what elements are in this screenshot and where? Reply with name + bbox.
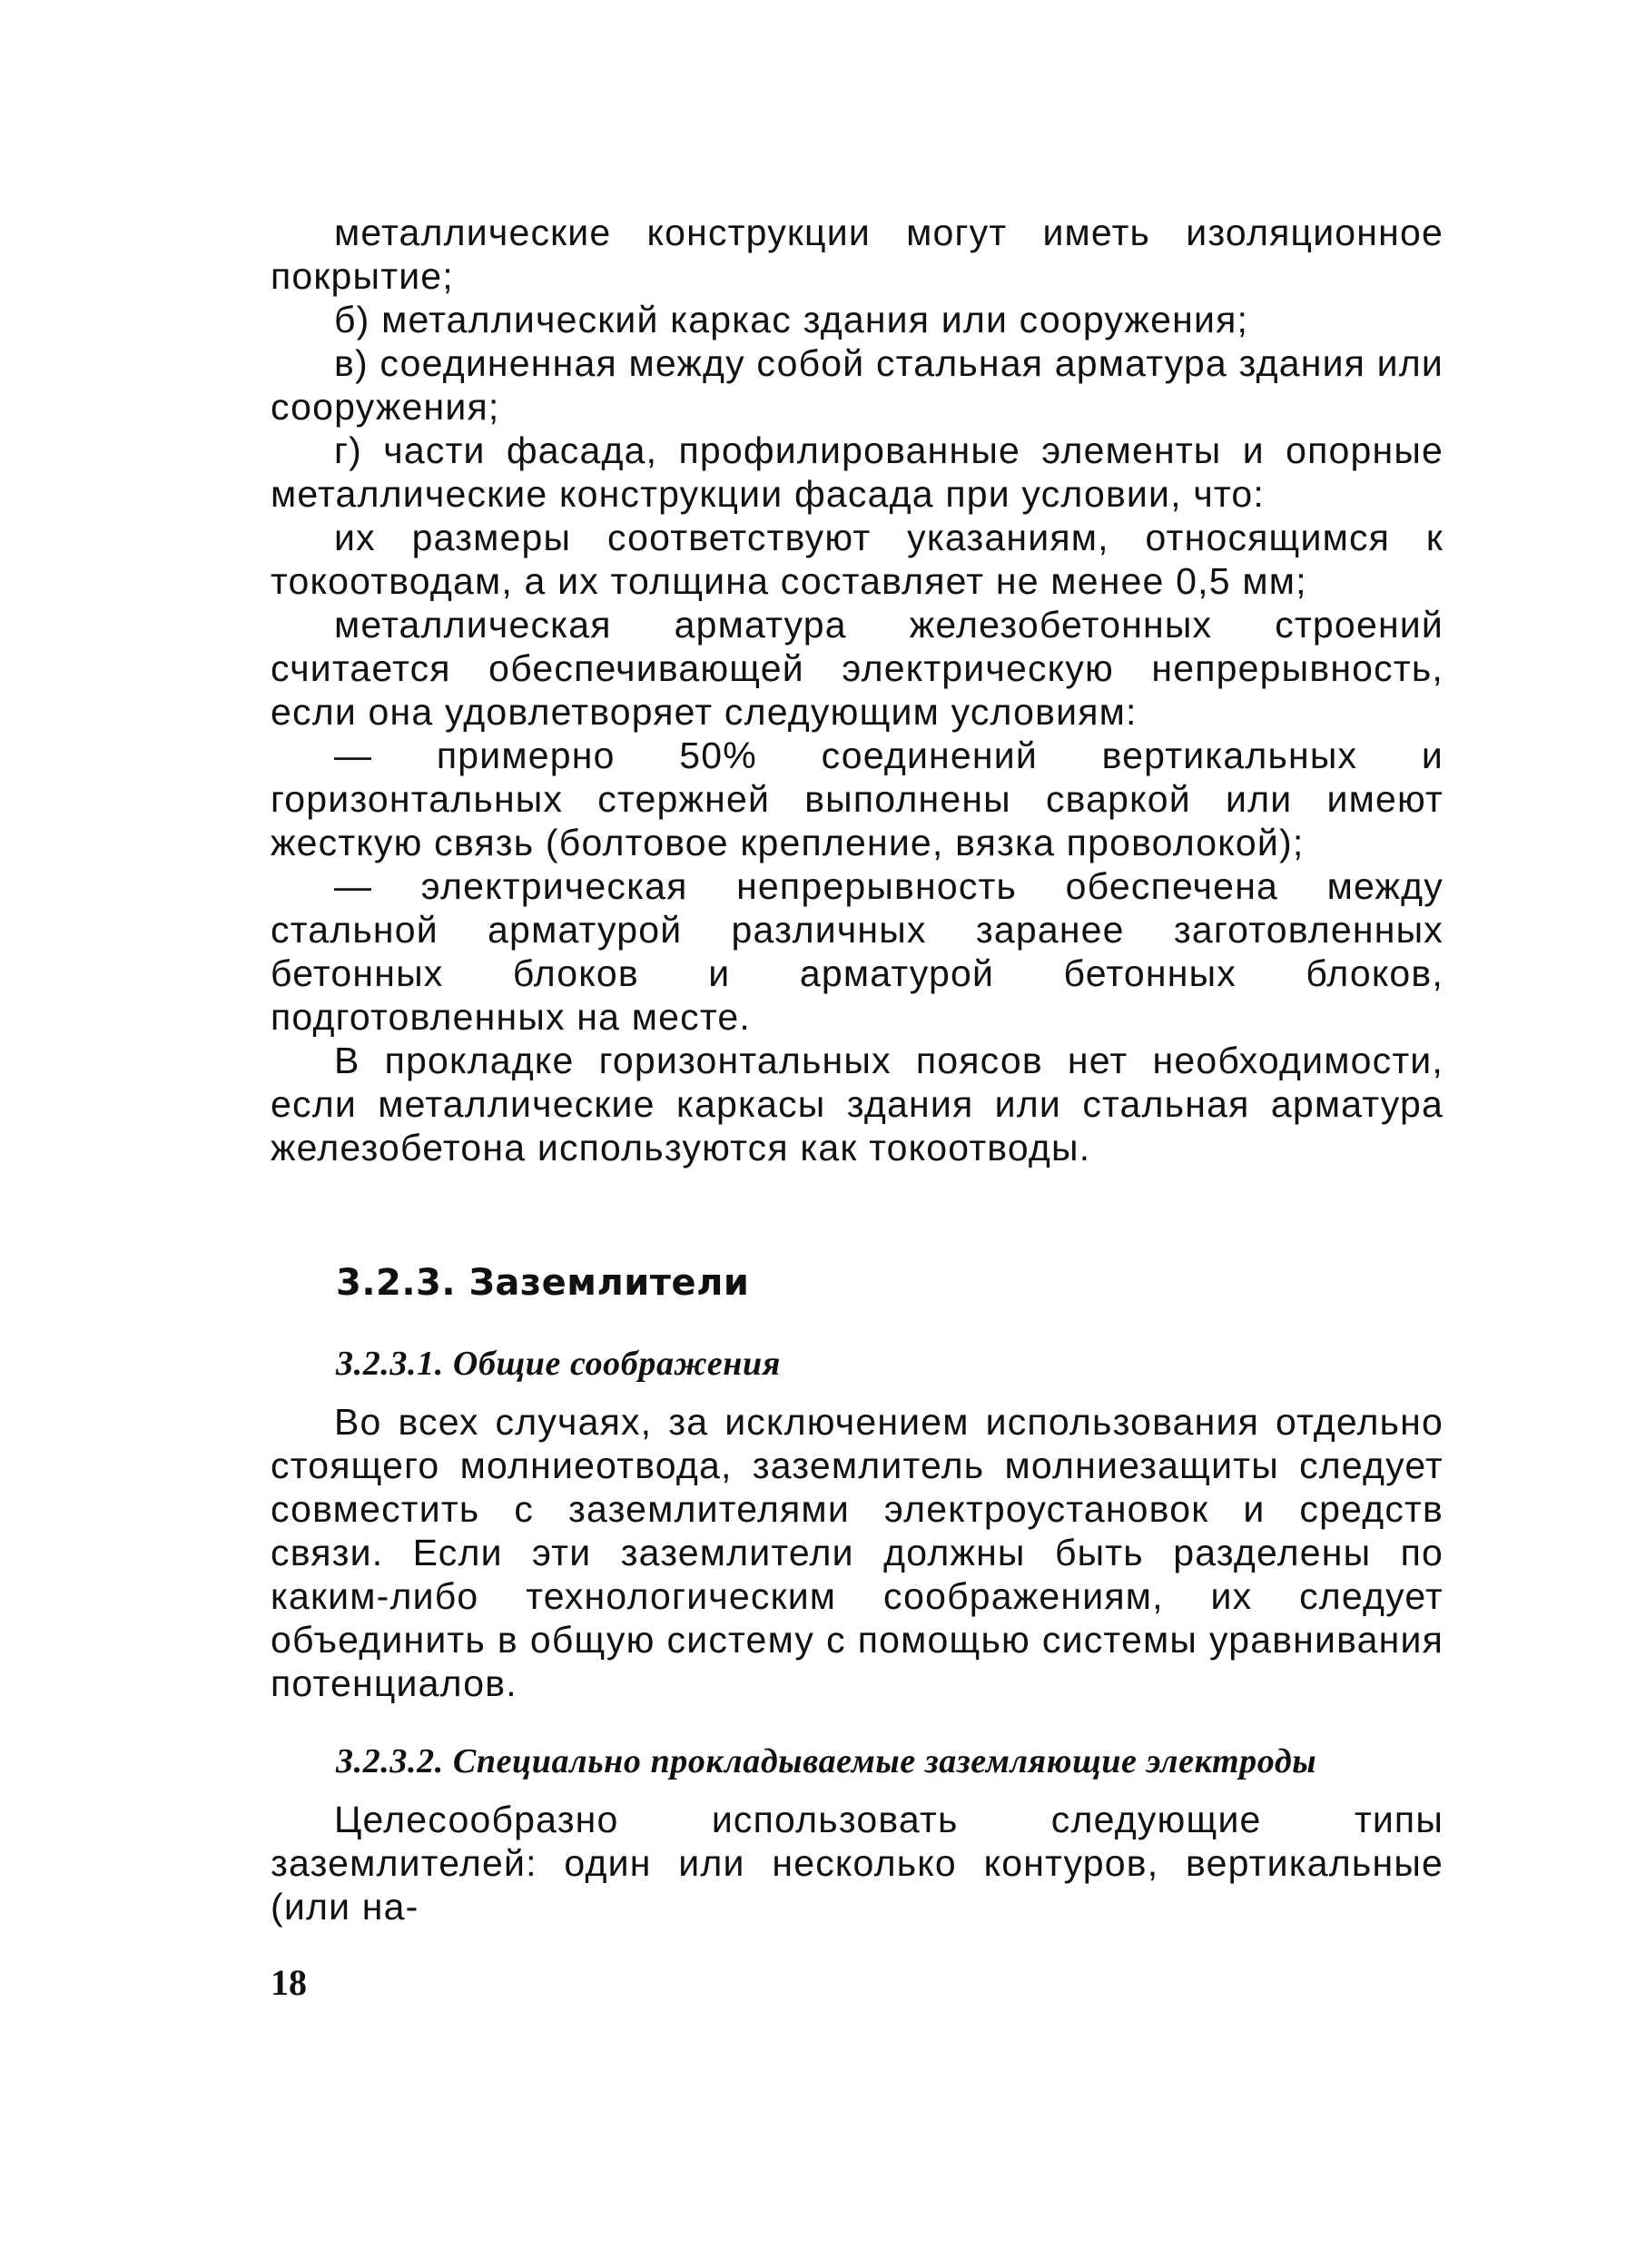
top-text-block — [271, 211, 1444, 1169]
subsection-general — [271, 1344, 1444, 1705]
section-heading: 3.2.3. Заземлители — [336, 1262, 750, 1304]
paragraph-dash-welding: — примерно 50% соединений вертикальных и горизонтальных стержней выполнены сваркой или имеют жесткую связь (болтовое крепление, вязка проволокой); — [271, 735, 1444, 863]
subsection-electrodes — [271, 1741, 1444, 1928]
paragraph-dash-continuity: — электрическая непрерывность обеспечена между стальной арматурой различных заранее заготовленных бетонных блоков и арматурой бетонных блоков, подготовленных на месте. — [271, 865, 1444, 1038]
paragraph-insulation-coating: металлические конструкции могут иметь изоляционное покрытие; — [271, 212, 1444, 297]
paragraph-item-b: б) металлический каркас здания или сооружения; — [334, 299, 1249, 340]
page-number: 18 — [271, 1962, 307, 2003]
paragraph-electrode-types: Целесообразно использовать следующие типы заземлителей: один или несколько контуров, вертикальные (или на- — [271, 1799, 1444, 1928]
subsection-title-general: 3.2.3.1. Общие соображения — [336, 1345, 781, 1383]
subsection-title-electrodes: 3.2.3.2. Специально прокладываемые заземляющие электроды — [336, 1742, 1317, 1780]
paragraph-dimensions: их размеры соответствуют указаниям, относящимся к токоотводам, а их толщина составляет не менее 0,5 мм; — [271, 517, 1444, 602]
paragraph-item-g: г) части фасада, профилированные элементы и опорные металлические конструкции фасада при условии, что: — [271, 429, 1444, 515]
paragraph-general-considerations: Во всех случаях, за исключением использования отдельно стоящего молниеотвода, заземлитель молниезащиты следует совместить с заземлителями электроустановок и средств связи. Если эти заземлители должны быть разделены по каким-либо технологическим соображениям, их следует объединить в общую систему с помощью системы уравнивания потенциалов. — [271, 1401, 1444, 1704]
paragraph-item-v: в) соединенная между собой стальная арматура здания или сооружения; — [271, 342, 1444, 428]
paragraph-horizontal-belts: В прокладке горизонтальных поясов нет необходимости, если металлические каркасы здания или стальная арматура железобетона используются как токоотводы. — [271, 1040, 1444, 1169]
paragraph-reinforcement: металлическая арматура железобетонных строений считается обеспечивающей электрическую непрерывность, если она удовлетворяет следующим условиям: — [271, 604, 1444, 733]
